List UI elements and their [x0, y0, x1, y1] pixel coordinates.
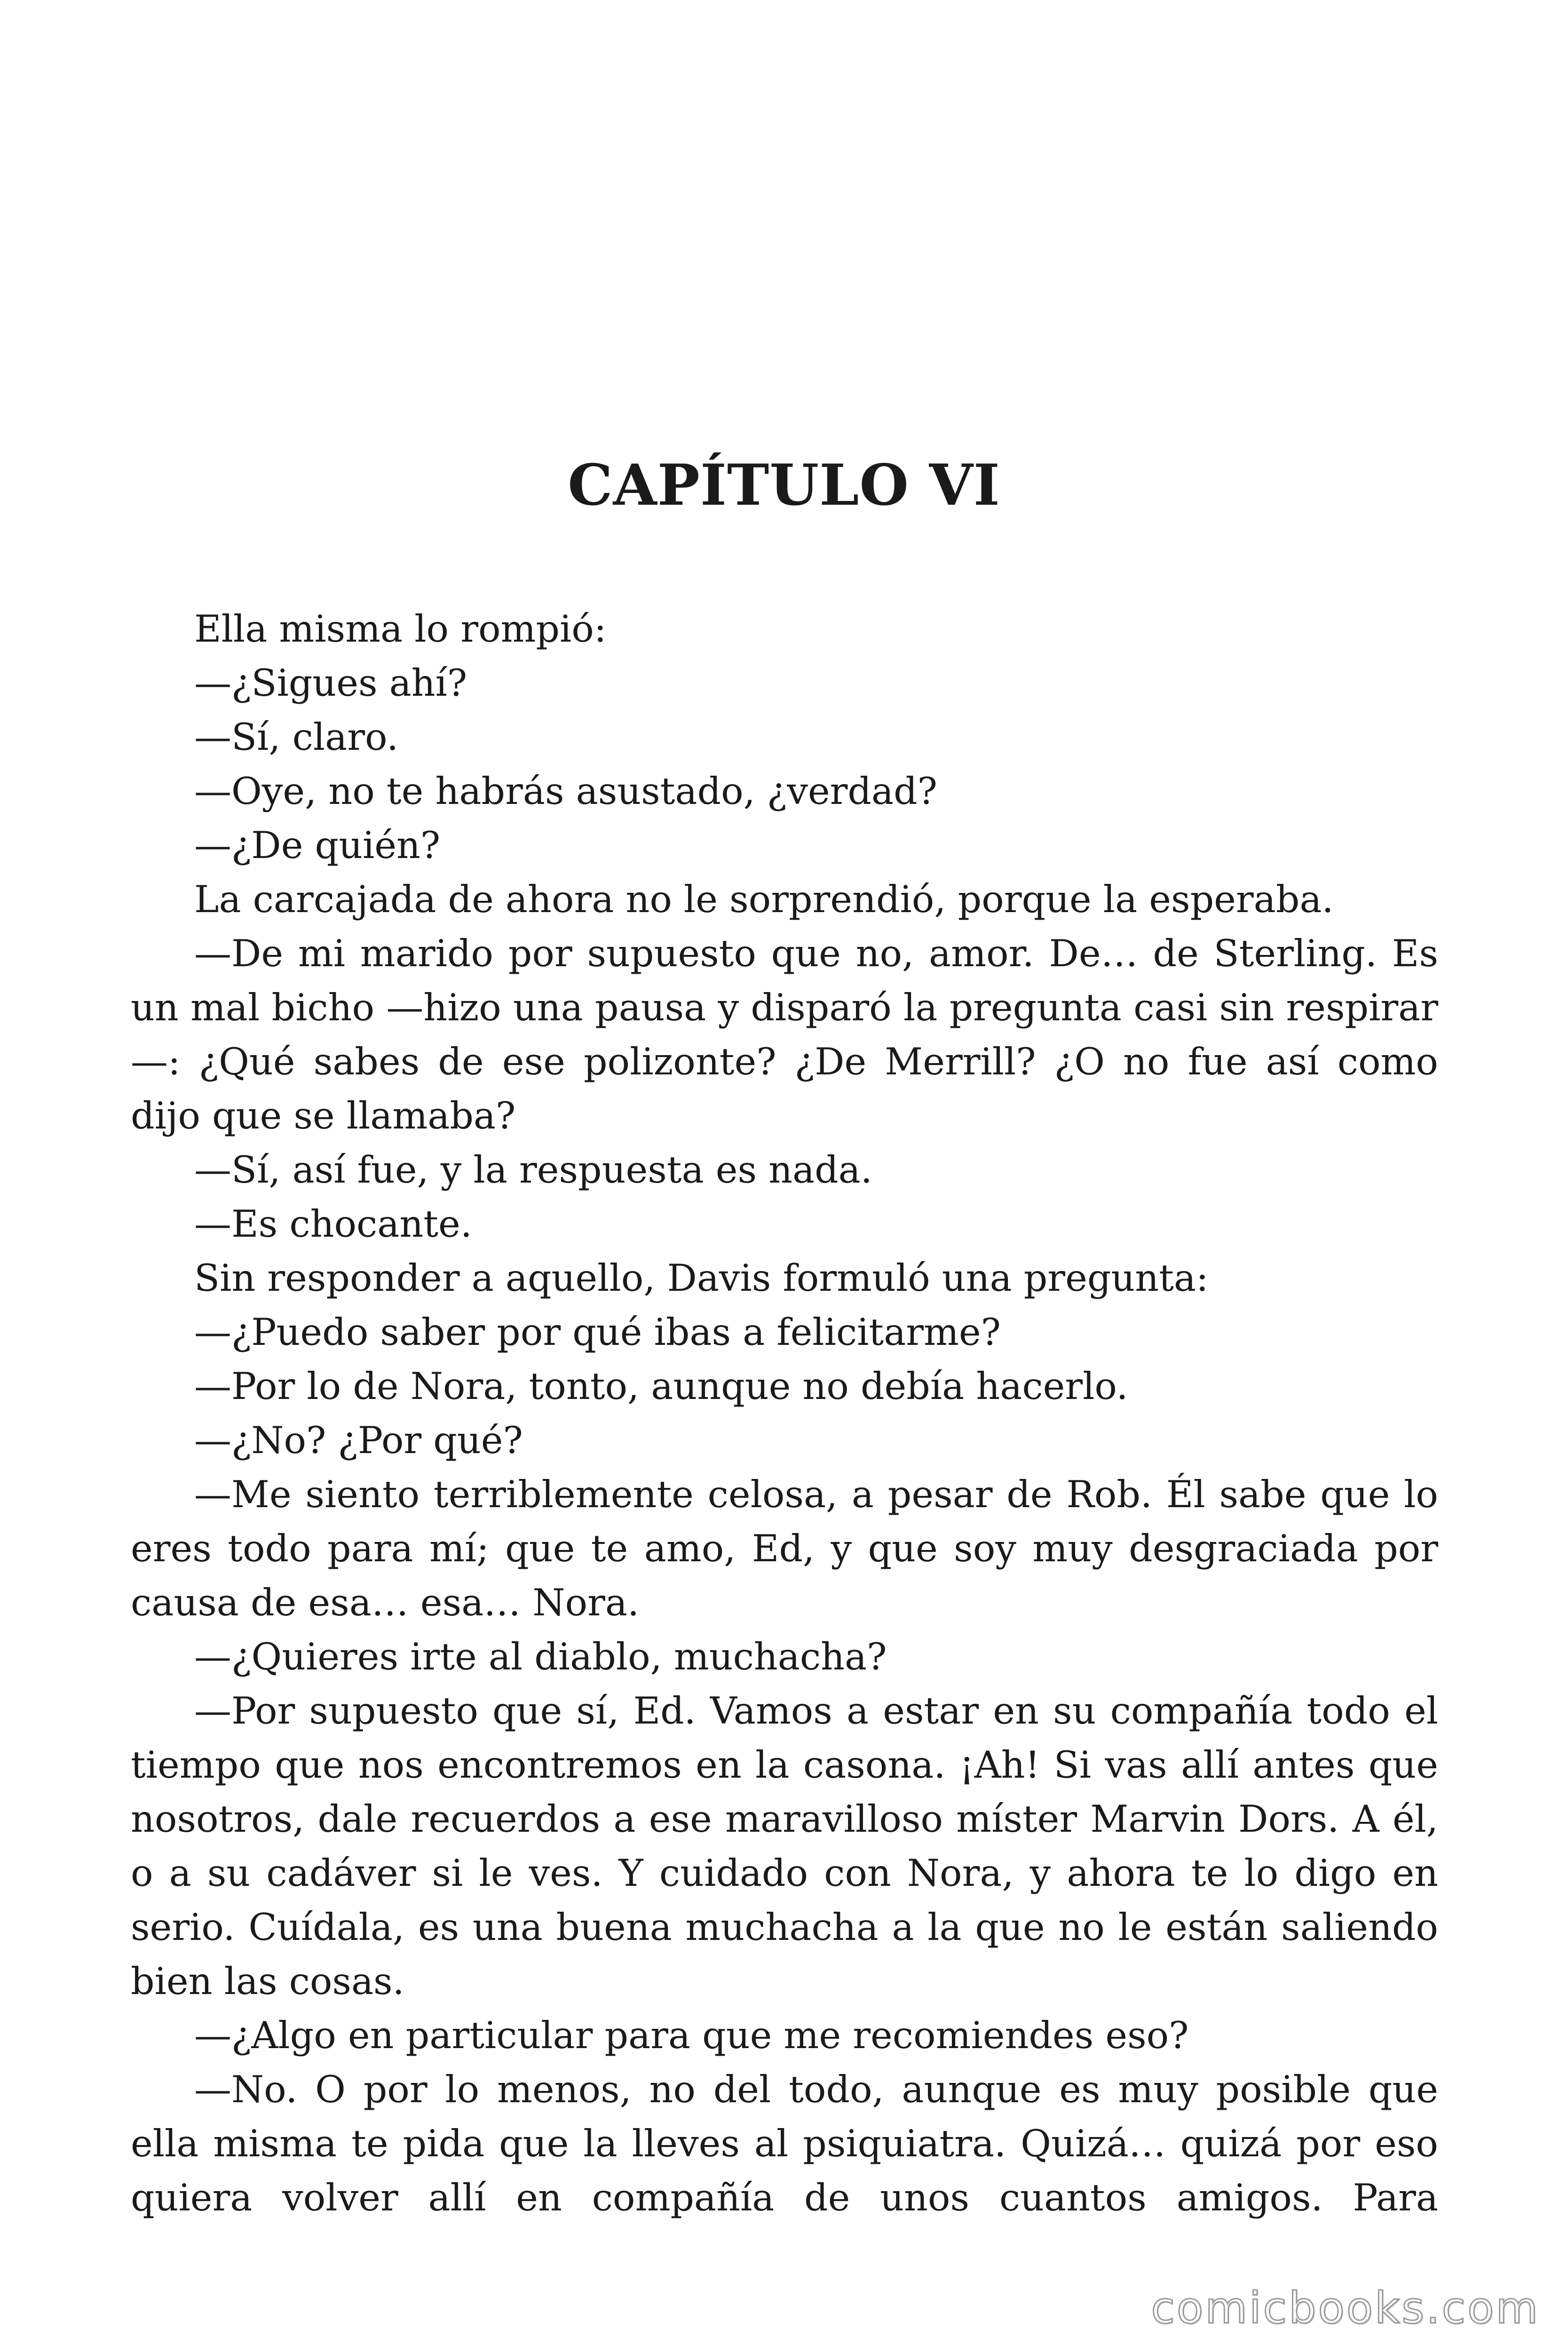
paragraph: —¿Sigues ahí? — [194, 661, 467, 705]
paragraph: —Sí, claro. — [194, 715, 399, 759]
paragraph: La carcajada de ahora no le sorprendió, porque la esperaba. — [194, 878, 1334, 921]
paragraph: —Me siento terriblemente celosa, a pesar de Rob. Él sabe que lo eres todo para mí; que te amo, Ed, y que soy muy desgraciada por causa de esa… esa… Nora. — [131, 1473, 1438, 1624]
paragraph: —¿Puedo saber por qué ibas a felicitarme? — [194, 1311, 1001, 1354]
paragraph: —Oye, no te habrás asustado, ¿verdad? — [194, 770, 937, 813]
paragraph: —Por lo de Nora, tonto, aunque no debía hacerlo. — [194, 1365, 1128, 1408]
paragraph: —De mi marido por supuesto que no, amor. De… de Sterling. Es un mal bicho —hizo una pausa y disparó la pregunta casi sin respirar—: ¿Qué sabes de ese polizonte? ¿De Merrill? ¿O no fue así como dijo que se llamaba? — [131, 932, 1438, 1137]
paragraph: Sin responder a aquello, Davis formuló una pregunta: — [194, 1256, 1209, 1300]
paragraph: —No. O por lo menos, no del todo, aunque es muy posible que ella misma te pida que la lleves al psiquiatra. Quizá… quizá por eso quiera volver allí en compañía de unos cuantos amigos. Para — [131, 2068, 1438, 2219]
paragraph: —Por supuesto que sí, Ed. Vamos a estar en su compañía todo el tiempo que nos encontremos en la casona. ¡Ah! Si vas allí antes que nosotros, dale recuerdos a ese maravilloso míster Marvin Dors. A él, o a su cadáver si le ves. Y cuidado con Nora, y ahora te lo digo en serio. Cuídala, es una buena muchacha a la que no le están saliendo bien las cosas. — [131, 1689, 1438, 2003]
paragraph: —Es chocante. — [194, 1202, 472, 1246]
paragraph: —¿Algo en particular para que me recomiendes eso? — [194, 2014, 1189, 2057]
watermark-logo: comicbooks.com — [1151, 2283, 1540, 2333]
paragraph: —¿Quieres irte al diablo, muchacha? — [194, 1635, 887, 1678]
chapter-body — [131, 602, 1438, 2225]
paragraph: —¿De quién? — [194, 824, 441, 867]
chapter-title: CAPÍTULO VI — [568, 452, 1000, 518]
paragraph: Ella misma lo rompió: — [194, 607, 607, 651]
paragraph: —Sí, así fue, y la respuesta es nada. — [194, 1148, 872, 1192]
paragraph: —¿No? ¿Por qué? — [194, 1419, 523, 1462]
